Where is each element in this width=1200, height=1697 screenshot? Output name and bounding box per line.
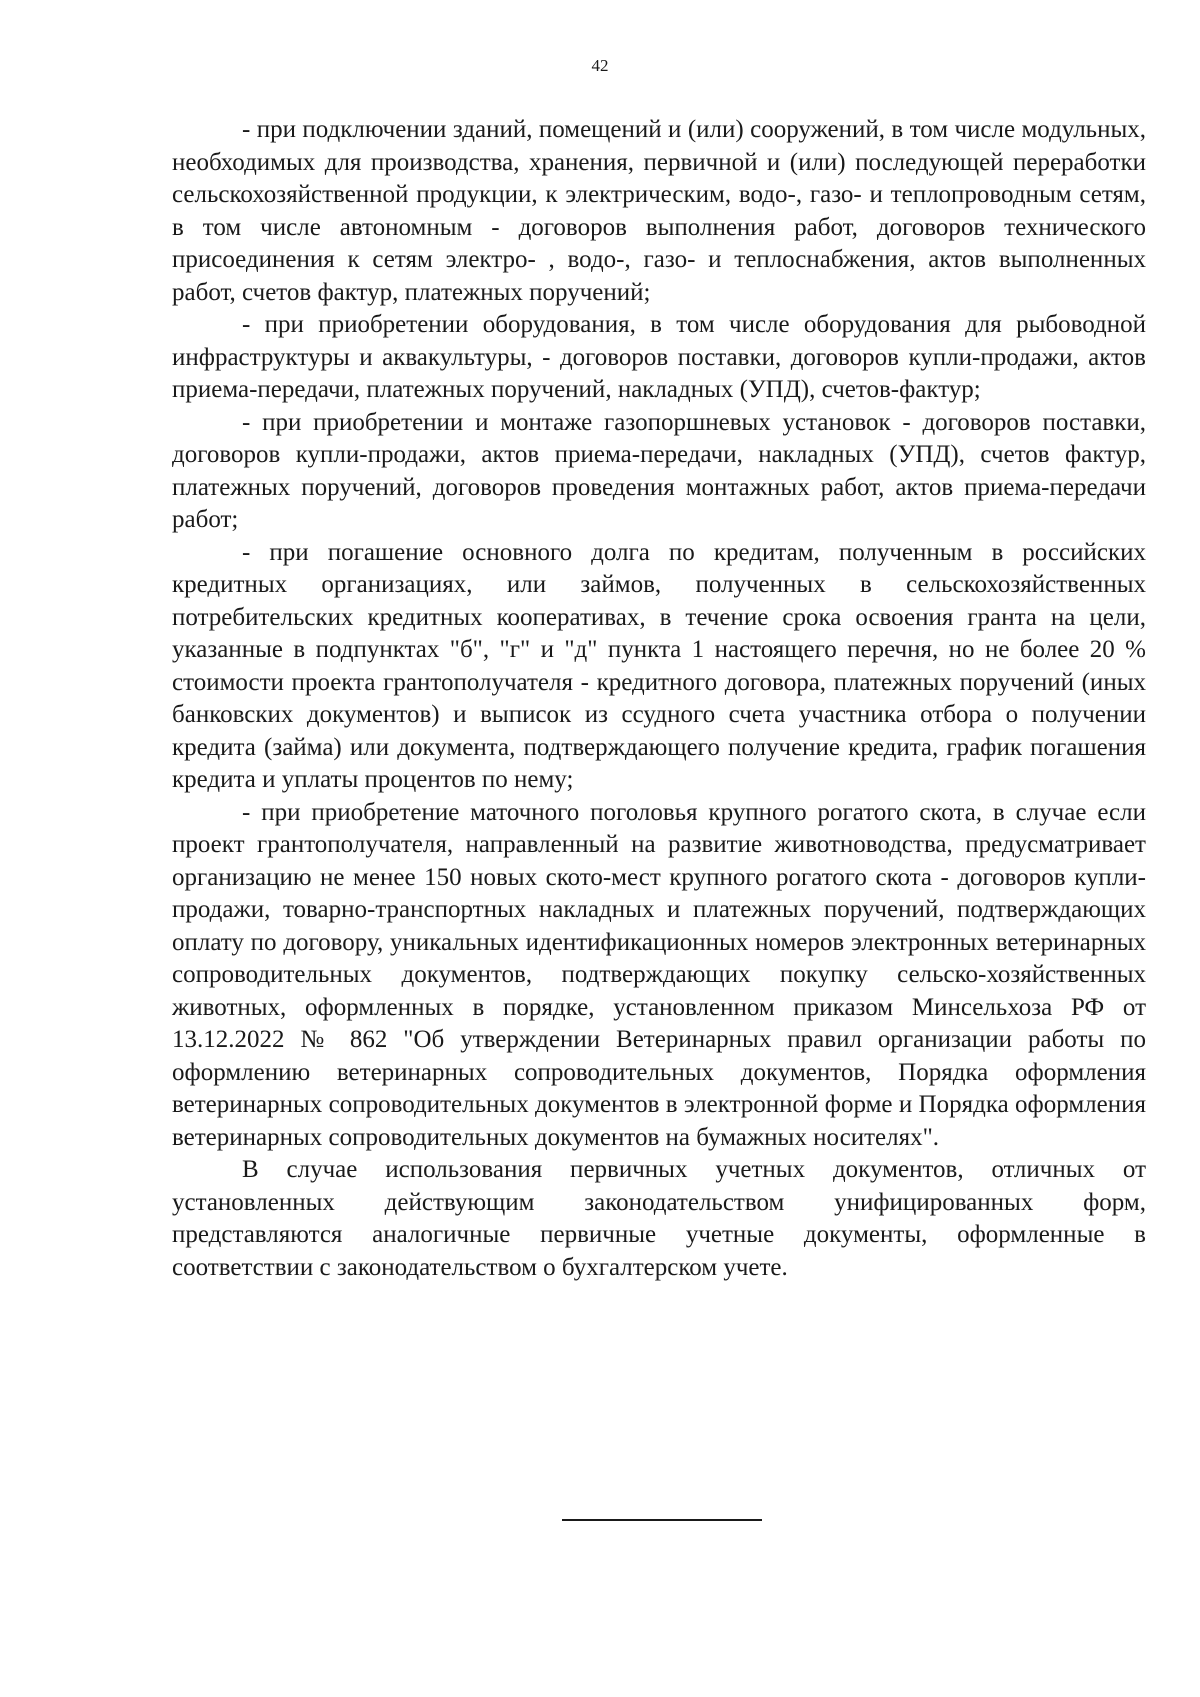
page-number: 42 xyxy=(591,56,609,75)
paragraph-gas-piston-installations: - при приобретении и монтаже газопоршневых установок - договоров поставки, договоров купли-продажи, актов приема-передачи, накладных (УПД), счетов фактур, платежных поручений, договоров проведения монтажных работ, актов приема-передачи работ; xyxy=(172,408,1146,533)
paragraph-building-connection: - при подключении зданий, помещений и (или) сооружений, в том числе модульных, необходимых для производства, хранения, первичной и (или) последующей переработки сельскохозяйственной продукции, к электрическим, водо-, газо- и теплопроводным сетям, в том числе автономным - договоров выполнения работ, договоров технического присоединения к сетям электро- , водо-, газо- и теплоснабжения, актов выполненных работ, счетов фактур, платежных поручений; xyxy=(172,116,1146,306)
document-body xyxy=(172,114,1146,1284)
paragraph-equipment-purchase: - при приобретении оборудования, в том числе оборудования для рыбоводной инфраструктуры и аквакультуры, - договоров поставки, договоров купли-продажи, актов приема-передачи, платежных поручений, накладных (УПД), счетов-фактур; xyxy=(172,311,1146,403)
paragraph-primary-documents: В случае использования первичных учетных документов, отличных от установленных действующим законодательством унифицированных форм, представляются аналогичные первичные учетные документы, оформленные в соответствии с законодательством о бухгалтерском учете. xyxy=(172,1156,1146,1281)
paragraph-cattle-purchase: - при приобретение маточного поголовья крупного рогатого скота, в случае если проект грантополучателя, направленный на развитие животноводства, предусматривает организацию не менее 150 новых ското-мест крупного рогатого скота - договоров купли-продажи, товарно-транспортных накладных и платежных поручений, подтверждающих оплату по договору, уникальных идентификационных номеров электронных ветеринарных сопроводительных документов, подтверждающих покупку сельско-хозяйственных животных, оформленных в порядке, установленном приказом Минсельхоза РФ от 13.12.2022 № 862 "Об утверждении Ветеринарных правил организации работы по оформлению ветеринарных сопроводительных документов, Порядка оформления ветеринарных сопроводительных документов в электронной форме и Порядка оформления ветеринарных сопроводительных документов на бумажных носителях". xyxy=(172,798,1146,1151)
paragraph-loan-repayment: - при погашение основного долга по кредитам, полученным в российских кредитных организациях, или займов, полученных в сельскохозяйственных потребительских кредитных кооперативах, в течение срока освоения гранта на цели, указанные в подпунктах "б", "г" и "д" пункта 1 настоящего перечня, но не более 20 % стоимости проекта грантополучателя - кредитного договора, платежных поручений (иных банковских документов) и выписок из ссудного счета участника отбора о получении кредита (займа) или документа, подтверждающего получение кредита, график погашения кредита и уплаты процентов по нему; xyxy=(172,538,1146,793)
end-of-document-rule xyxy=(562,1519,762,1521)
